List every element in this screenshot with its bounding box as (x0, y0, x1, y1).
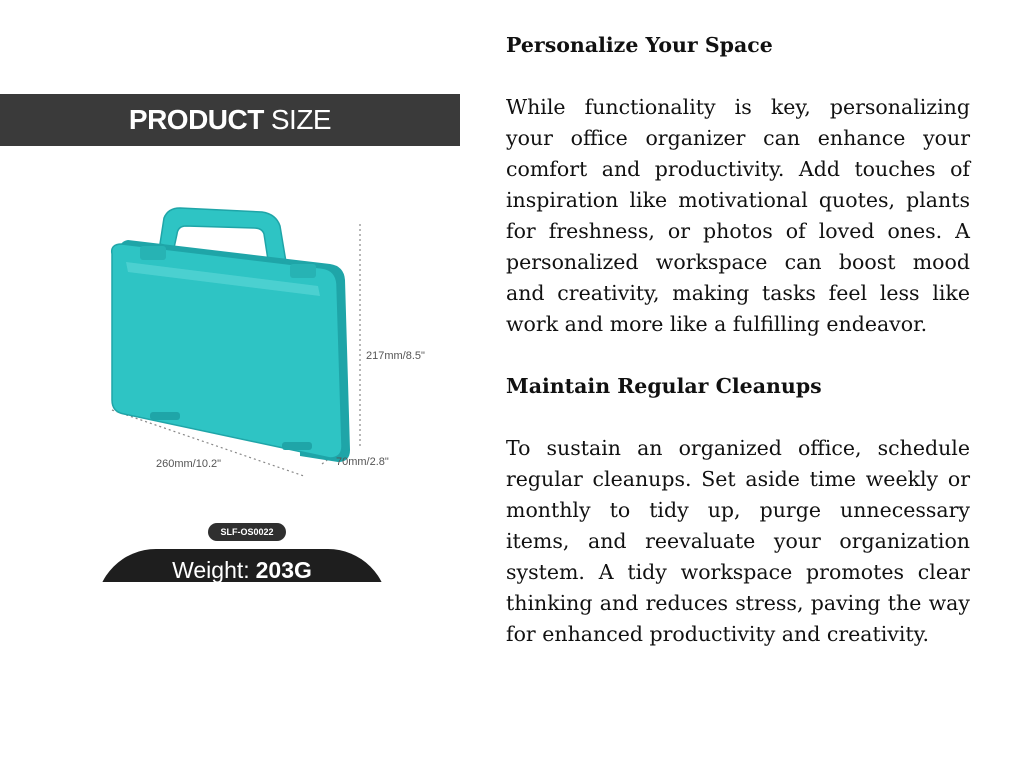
banner-bold-text: PRODUCT (128, 104, 264, 135)
sku-badge: SLF-OS0022 (208, 523, 286, 541)
right-latch (290, 264, 316, 278)
weight-bar (96, 549, 388, 582)
left-foot (150, 412, 180, 420)
section-heading-cleanups: Maintain Regular Cleanups (506, 374, 822, 398)
section-heading-personalize: Personalize Your Space (506, 33, 773, 57)
weight-value: 203G (255, 557, 312, 582)
right-foot (282, 442, 312, 450)
banner-light-text: SIZE (270, 104, 332, 135)
height-dimension-label: 217mm/8.5" (366, 350, 425, 362)
weight-label: Weight: (172, 557, 250, 582)
section-body-personalize: While functionality is key, personalizing your office organizer can enhance your comfort and productivity. Add touches of inspiration like motivational quotes, plants for freshness, or photos of loved ones. A personalized workspace can boost mood and creativity, making tasks feel less like work and more like a fulfilling endeavor. (506, 95, 970, 336)
width-dimension-label: 260mm/10.2" (156, 458, 222, 470)
product-size-banner (0, 94, 460, 146)
briefcase-illustration (0, 146, 460, 536)
left-latch (140, 246, 166, 260)
article-text (506, 30, 970, 650)
depth-dimension-label: 70mm/2.8" (336, 456, 389, 468)
section-body-cleanups: To sustain an organized office, schedule regular cleanups. Set aside time weekly or monthly to tidy up, purge unnecessary items, and reevaluate your organization system. A tidy workspace promotes clear thinking and reduces stress, paving the way for enhanced productivity and creativity. (506, 436, 970, 646)
product-image (0, 94, 460, 582)
